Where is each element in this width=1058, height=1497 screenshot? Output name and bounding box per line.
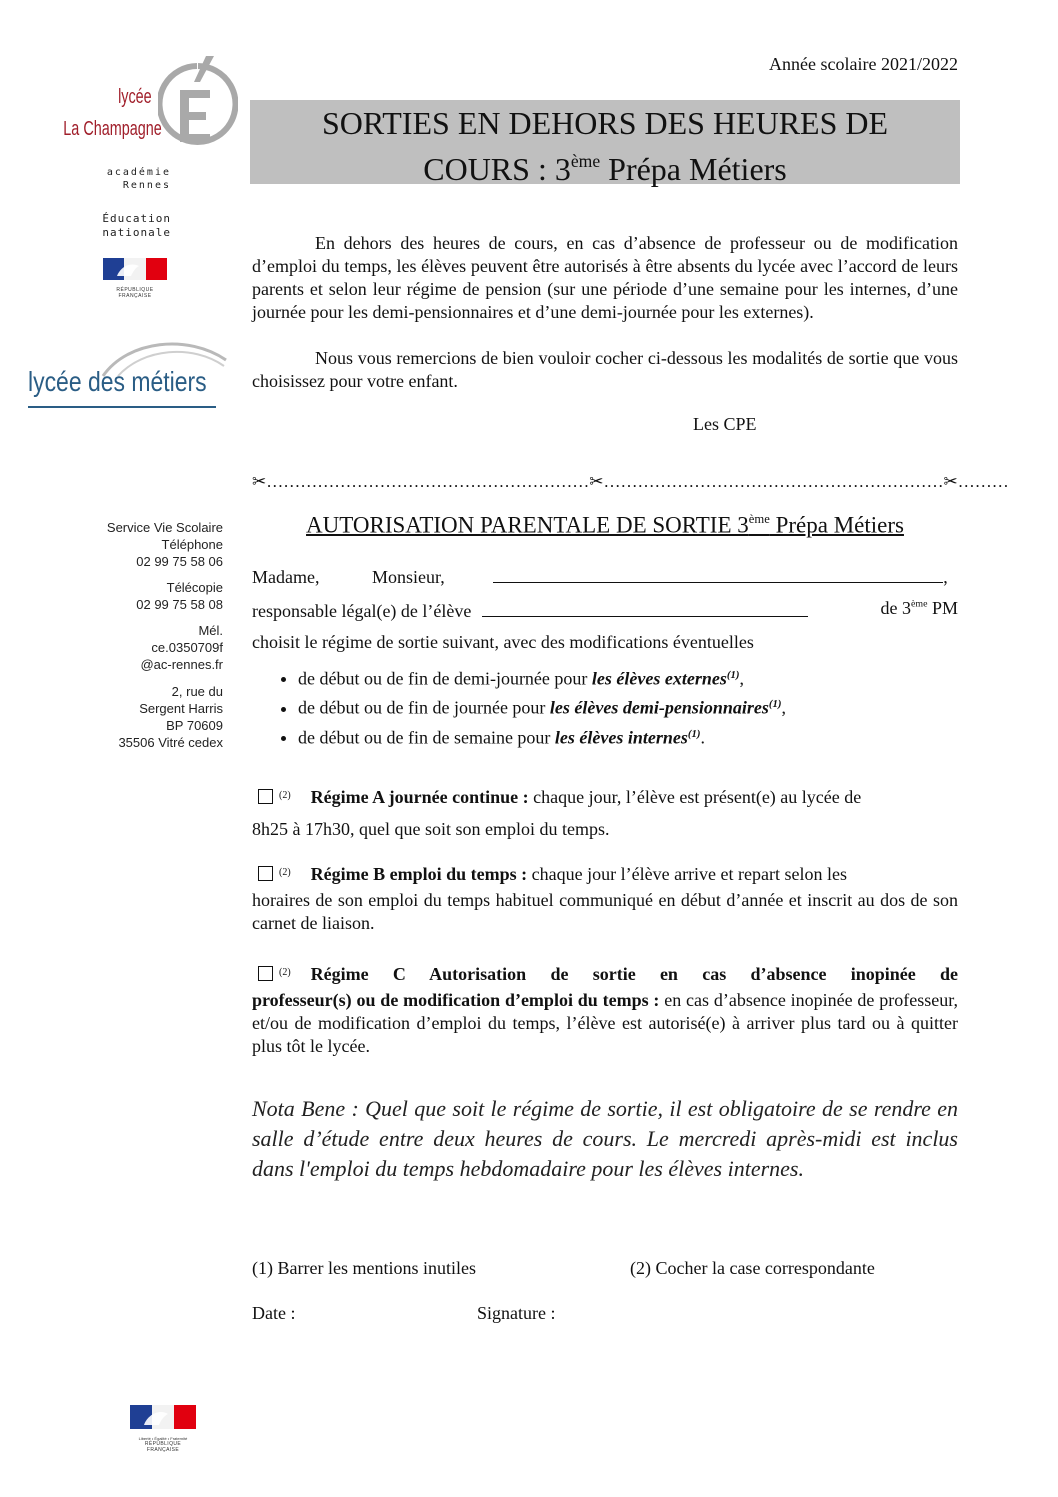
- marianne-bottom-logo: [130, 1405, 196, 1453]
- school-name-line2: La Champagne: [63, 118, 162, 140]
- de3-text: de 3: [880, 598, 912, 618]
- intro-paragraph-1: En dehors des heures de cours, en cas d’absence de professeur ou de modification d’emploi du temps, les élèves peuvent être autorisés à être absents du lycée avec l’accord de leurs parents et selon leur régime de pension (sur une période d’une semaine pour les internes, d’une journée pour les demi-pensionnaires et d’une demi-journée pour les externes).: [252, 233, 958, 322]
- footnote-2: (2) Cocher la case correspondante: [630, 1258, 875, 1278]
- page-title: [250, 104, 960, 188]
- regime-b-title: Régime B emploi du temps :: [310, 864, 528, 884]
- regime-a-checkbox[interactable]: [258, 789, 273, 804]
- regime-b-checkbox[interactable]: [258, 866, 273, 881]
- contact-mail: [60, 622, 223, 673]
- authorization-title-b: Prépa Métiers: [769, 512, 904, 538]
- cpe-signature: Les CPE: [693, 414, 757, 434]
- intro-paragraph-2: Nous vous remercions de bien vouloir cocher ci-dessous les modalités de sortie que vous choisissez pour votre enfant.: [252, 348, 958, 391]
- bullet-bold: les élèves externes: [591, 668, 727, 689]
- regime-a-title: Régime A journée continue :: [310, 787, 529, 807]
- academy-line2: Rennes: [122, 180, 171, 191]
- student-name-field[interactable]: [482, 598, 808, 617]
- bullet-punct: ,: [781, 697, 786, 718]
- contact-address: [60, 683, 223, 751]
- bullet-note: (1): [726, 669, 740, 681]
- de3-sup: ème: [911, 598, 928, 610]
- republique-label-bottom: RÉPUBLIQUE FRANÇAISE: [144, 1441, 182, 1453]
- lycee-la-champagne-logo: [58, 52, 238, 162]
- regime-b: [252, 858, 958, 935]
- mail-label: Mél.: [198, 623, 223, 638]
- footnote-1: (1) Barrer les mentions inutiles: [252, 1258, 476, 1278]
- phone-label: Téléphone: [161, 537, 223, 552]
- bullet-punct: ,: [739, 668, 744, 689]
- title-line1: SORTIES EN DEHORS DES HEURES DE: [321, 105, 889, 141]
- bullet-bold: les élèves demi-pensionnaires: [549, 697, 769, 718]
- fax-number: 02 99 75 58 08: [136, 597, 223, 612]
- authorization-title: [252, 512, 958, 538]
- bullet-demi-pensionnaires: [298, 691, 786, 720]
- french-flag-icon: [130, 1405, 196, 1431]
- authorization-title-sup: ème: [748, 512, 770, 526]
- motto-label: Liberté • Égalité • Fraternité: [138, 1436, 188, 1441]
- regime-b-note: (2): [279, 867, 291, 878]
- bullet-externes: [298, 662, 786, 691]
- school-name-line1: lycée: [118, 86, 152, 108]
- metiers-underline: [28, 406, 216, 408]
- parent-name-field[interactable]: [493, 564, 943, 583]
- bullet-text: de début ou de fin de semaine pour: [298, 727, 555, 748]
- regime-bullets: [252, 662, 786, 750]
- contact-fax: [60, 579, 223, 613]
- regime-b-text2: horaires de son emploi du temps habituel communiqué en début d’année et inscrit au dos de son carnet de liaison.: [252, 890, 958, 933]
- bullet-internes: [298, 721, 786, 750]
- fax-label: Télécopie: [166, 580, 223, 595]
- footnotes: [252, 1258, 958, 1279]
- address-line2: Sergent Harris: [139, 701, 223, 716]
- contact-service: [60, 519, 223, 570]
- bullet-punct: .: [700, 727, 705, 748]
- republique-label-small: RÉPUBLIQUE FRANÇAISE: [116, 287, 154, 299]
- lycee-des-metiers-logo: [28, 338, 228, 414]
- cut-line: ✂…………………………………………………✂……………………………………………………✂………: [252, 472, 1009, 491]
- monsieur-label: Monsieur,: [371, 567, 445, 587]
- bullet-text: de début ou de fin de journée pour: [298, 697, 550, 718]
- phone-number: 02 99 75 58 06: [136, 554, 223, 569]
- parent-name-row: [252, 564, 958, 588]
- title-line2: [250, 142, 960, 188]
- regime-c-title1: Régime C Autorisation de sortie en cas d’absence inopinée de: [310, 964, 958, 984]
- pm-text: PM: [927, 598, 958, 618]
- school-year: Année scolaire 2021/2022: [769, 54, 958, 74]
- regime-c-text: en cas d’absence inopinée de professeur, et/ou de modification d’emploi du temps, l’élève est autorisé(e) à arriver plus tard ou à quitter plus tôt le lycée.: [252, 990, 958, 1056]
- metiers-label: lycée des métiers: [28, 366, 207, 397]
- e-accent-emblem-icon: [158, 52, 238, 164]
- class-label: [881, 598, 958, 619]
- address-line1: 2, rue du: [171, 684, 223, 699]
- regime-b-text1: chaque jour l’élève arrive et repart selon les: [527, 864, 847, 884]
- responsable-label: responsable légal(e) de l’élève: [252, 601, 472, 621]
- title-line2-b: Prépa Métiers: [600, 151, 787, 188]
- address-line3: BP 70609: [166, 718, 223, 733]
- title-line2-sup: ème: [570, 151, 601, 171]
- sign-row: [252, 1303, 958, 1324]
- regime-a: [252, 780, 958, 845]
- regime-c-title2: professeur(s) ou de modification d’emploi du temps :: [252, 990, 660, 1010]
- student-name-row: [252, 598, 958, 622]
- madame-label: Madame,: [252, 567, 320, 587]
- education-line2: nationale: [102, 226, 171, 239]
- regime-c: [252, 958, 958, 1058]
- academy-line1: académie: [106, 167, 171, 178]
- regime-a-note: (2): [279, 790, 291, 801]
- nota-bene: Nota Bene : Quel que soit le régime de sortie, il est obligatoire de se rendre en salle d’étude entre deux heures de cours. Le mercredi après-midi est inclus dans l'emploi du temps hebdomadaire pour les élèves internes.: [252, 1096, 958, 1181]
- mail-line2: @ac-rennes.fr: [140, 657, 223, 672]
- academy-label: [96, 166, 171, 192]
- bullet-note: (1): [768, 698, 782, 711]
- regime-c-note: (2): [279, 967, 291, 978]
- bullet-note: (1): [687, 727, 701, 740]
- french-flag-icon: [103, 258, 167, 282]
- education-line1: Éducation: [102, 212, 171, 225]
- title-line2-a: COURS : 3: [423, 151, 571, 188]
- date-label: Date :: [252, 1303, 296, 1323]
- choice-intro: choisit le régime de sortie suivant, avec des modifications éventuelles: [252, 632, 754, 652]
- address-line4: 35506 Vitré cedex: [118, 735, 223, 750]
- bullet-bold: les élèves internes: [554, 727, 688, 748]
- authorization-title-a: AUTORISATION PARENTALE DE SORTIE 3: [306, 512, 749, 538]
- regime-a-text2: 8h25 à 17h30, quel que soit son emploi du temps.: [252, 819, 610, 839]
- service-label: Service Vie Scolaire: [106, 520, 223, 535]
- regime-c-checkbox[interactable]: [258, 966, 273, 981]
- mail-line1: ce.0350709f: [151, 640, 223, 655]
- comma: ,: [943, 567, 948, 587]
- marianne-small-logo: [103, 258, 167, 299]
- regime-a-text1: chaque jour, l’élève est présent(e) au lycée de: [528, 787, 862, 807]
- education-nationale-label: [96, 212, 171, 240]
- bullet-text: de début ou de fin de demi-journée pour: [298, 668, 592, 689]
- signature-label: Signature :: [477, 1303, 556, 1323]
